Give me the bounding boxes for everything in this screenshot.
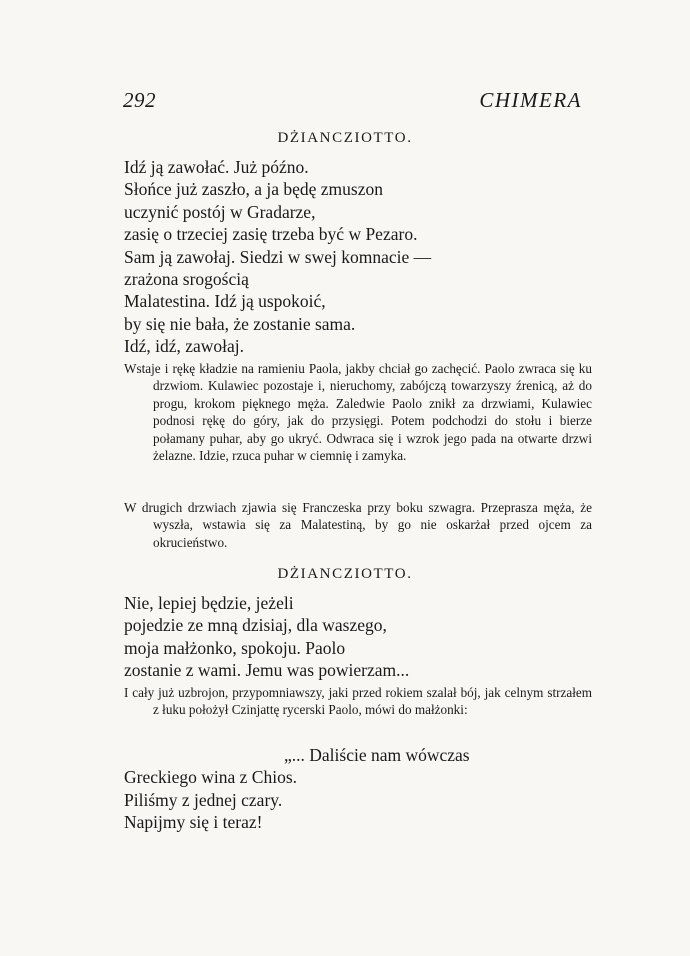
speaker-name: DŻIANCZIOTTO.: [277, 130, 413, 146]
stage-direction: [124, 499, 592, 551]
verse-line: Malatestina. Idź ją uspokoić,: [124, 291, 326, 312]
verse-block: [124, 156, 431, 358]
speaker-name: DŻIANCZIOTTO.: [277, 566, 413, 582]
stage-direction-paragraph: Wstaje i rękę kładzie na ramieniu Paola, jakby chciał go zachęcić. Paolo zwraca się ku drzwiom. Kulawiec pozostaje i, nieruchomy, zabójczą towarzyszy źrenicą, aż do progu, krokom pięknego męża. Zaledwie Paolo znikł za drzwiami, Kulawiec podnosi rękę do góry, jak do przysięgi. Potem podchodzi do stołu i bierze połamany puhar, aby go ukryć. Odwraca się i wzrok jego pada na otwarte drzwi żelazne. Idzie, rzuca puhar w ciemnię i zamyka.: [124, 361, 592, 464]
verse-line: Napijmy się i teraz!: [124, 812, 263, 833]
verse-line: zostanie z wami. Jemu was powierzam...: [124, 660, 410, 681]
verse-block: [124, 592, 409, 682]
verse-line: Idź, idź, zawołaj.: [124, 336, 245, 357]
verse-line: zrażona srogością: [124, 269, 249, 290]
verse-line: Piliśmy z jednej czary.: [124, 789, 283, 810]
verse-line: Idź ją zawołać. Już późno.: [124, 157, 309, 177]
stage-direction: [124, 360, 592, 464]
stage-direction-paragraph: I cały już uzbrojon, przypomniawszy, jaki przed rokiem szalał bój, jak celnym strzałem z łuku położył Czinjattę rycerski Paolo, mówi do małżonki:: [124, 685, 592, 718]
verse-line: uczynić postój w Gradarze,: [124, 201, 316, 222]
verse-block: [124, 744, 470, 834]
page-number: 292: [123, 88, 156, 112]
stage-direction: [124, 684, 592, 719]
running-title: CHIMERA: [479, 88, 582, 112]
verse-line: Sam ją zawołaj. Siedzi w swej komnacie —: [124, 246, 432, 267]
verse-line: zasię o trzeciej zasię trzeba być w Pezaro.: [124, 224, 418, 245]
verse-line: „... Daliście nam wówczas: [284, 745, 470, 765]
verse-line: Nie, lepiej będzie, jeżeli: [124, 593, 294, 613]
verse-line: Greckiego wina z Chios.: [124, 767, 298, 788]
verse-line: by się nie bała, że zostanie sama.: [124, 313, 356, 334]
stage-direction-paragraph: W drugich drzwiach zjawia się Franczeska przy boku szwagra. Przeprasza męża, że wyszła, wstawia się za Malatestiną, by go nie oskarżał przed ojcem za okrucieństwo.: [124, 500, 592, 550]
verse-line: moja małżonko, spokoju. Paolo: [124, 637, 346, 658]
verse-line: pojedzie ze mną dzisiaj, dla waszego,: [124, 615, 387, 636]
verse-line: Słońce już zaszło, a ja będę zmuszon: [124, 179, 383, 200]
